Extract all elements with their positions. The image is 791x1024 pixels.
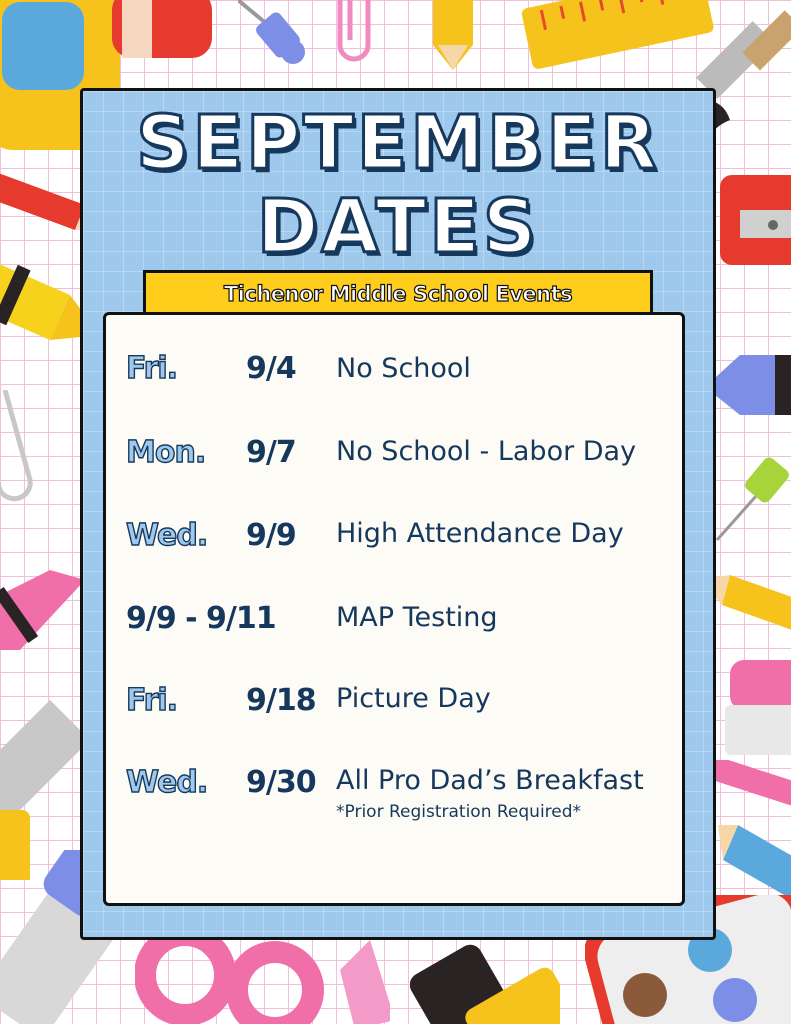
- event-date: 9/9: [246, 518, 296, 553]
- event-date: 9/30: [246, 765, 316, 800]
- event-day: Mon.: [126, 435, 206, 470]
- event-name: No School: [336, 353, 471, 384]
- subtitle-banner: [143, 270, 653, 315]
- event-name: Picture Day: [336, 683, 491, 714]
- event-day: Fri.: [126, 351, 178, 386]
- event-name: No School - Labor Day: [336, 436, 637, 467]
- event-name: All Pro Dad’s Breakfast: [336, 765, 644, 796]
- event-day: Wed.: [126, 518, 208, 553]
- event-date: 9/4: [246, 351, 296, 386]
- event-date: 9/18: [246, 683, 316, 718]
- push-pin-icon: [712, 445, 791, 545]
- pencil-icon: [718, 825, 791, 905]
- event-note: *Prior Registration Required*: [336, 802, 582, 822]
- event-date: 9/9 - 9/11: [126, 601, 276, 636]
- event-day: Fri.: [126, 683, 178, 718]
- event-name: MAP Testing: [336, 602, 498, 633]
- push-pin-icon: [238, 0, 318, 70]
- subtitle: Tichenor Middle School Events: [223, 282, 573, 306]
- sharpener-icon: [715, 170, 791, 270]
- pencil-icon: [428, 0, 483, 75]
- paper-clip-icon: [330, 0, 400, 70]
- marker-icon: [410, 935, 560, 1024]
- paper-clip-icon: [0, 390, 60, 530]
- pencil-icon: [335, 940, 390, 1024]
- events-card: [103, 312, 685, 906]
- event-day: Wed.: [126, 765, 208, 800]
- title-line-2: DATES: [256, 184, 540, 270]
- crayon-icon: [0, 565, 90, 655]
- crayon-icon: [705, 345, 791, 415]
- event-date: 9/7: [246, 435, 296, 470]
- title-line-1: SEPTEMBER: [136, 100, 660, 186]
- eraser-icon: [720, 655, 791, 765]
- crayon-icon: [112, 0, 222, 70]
- event-name: High Attendance Day: [336, 518, 624, 549]
